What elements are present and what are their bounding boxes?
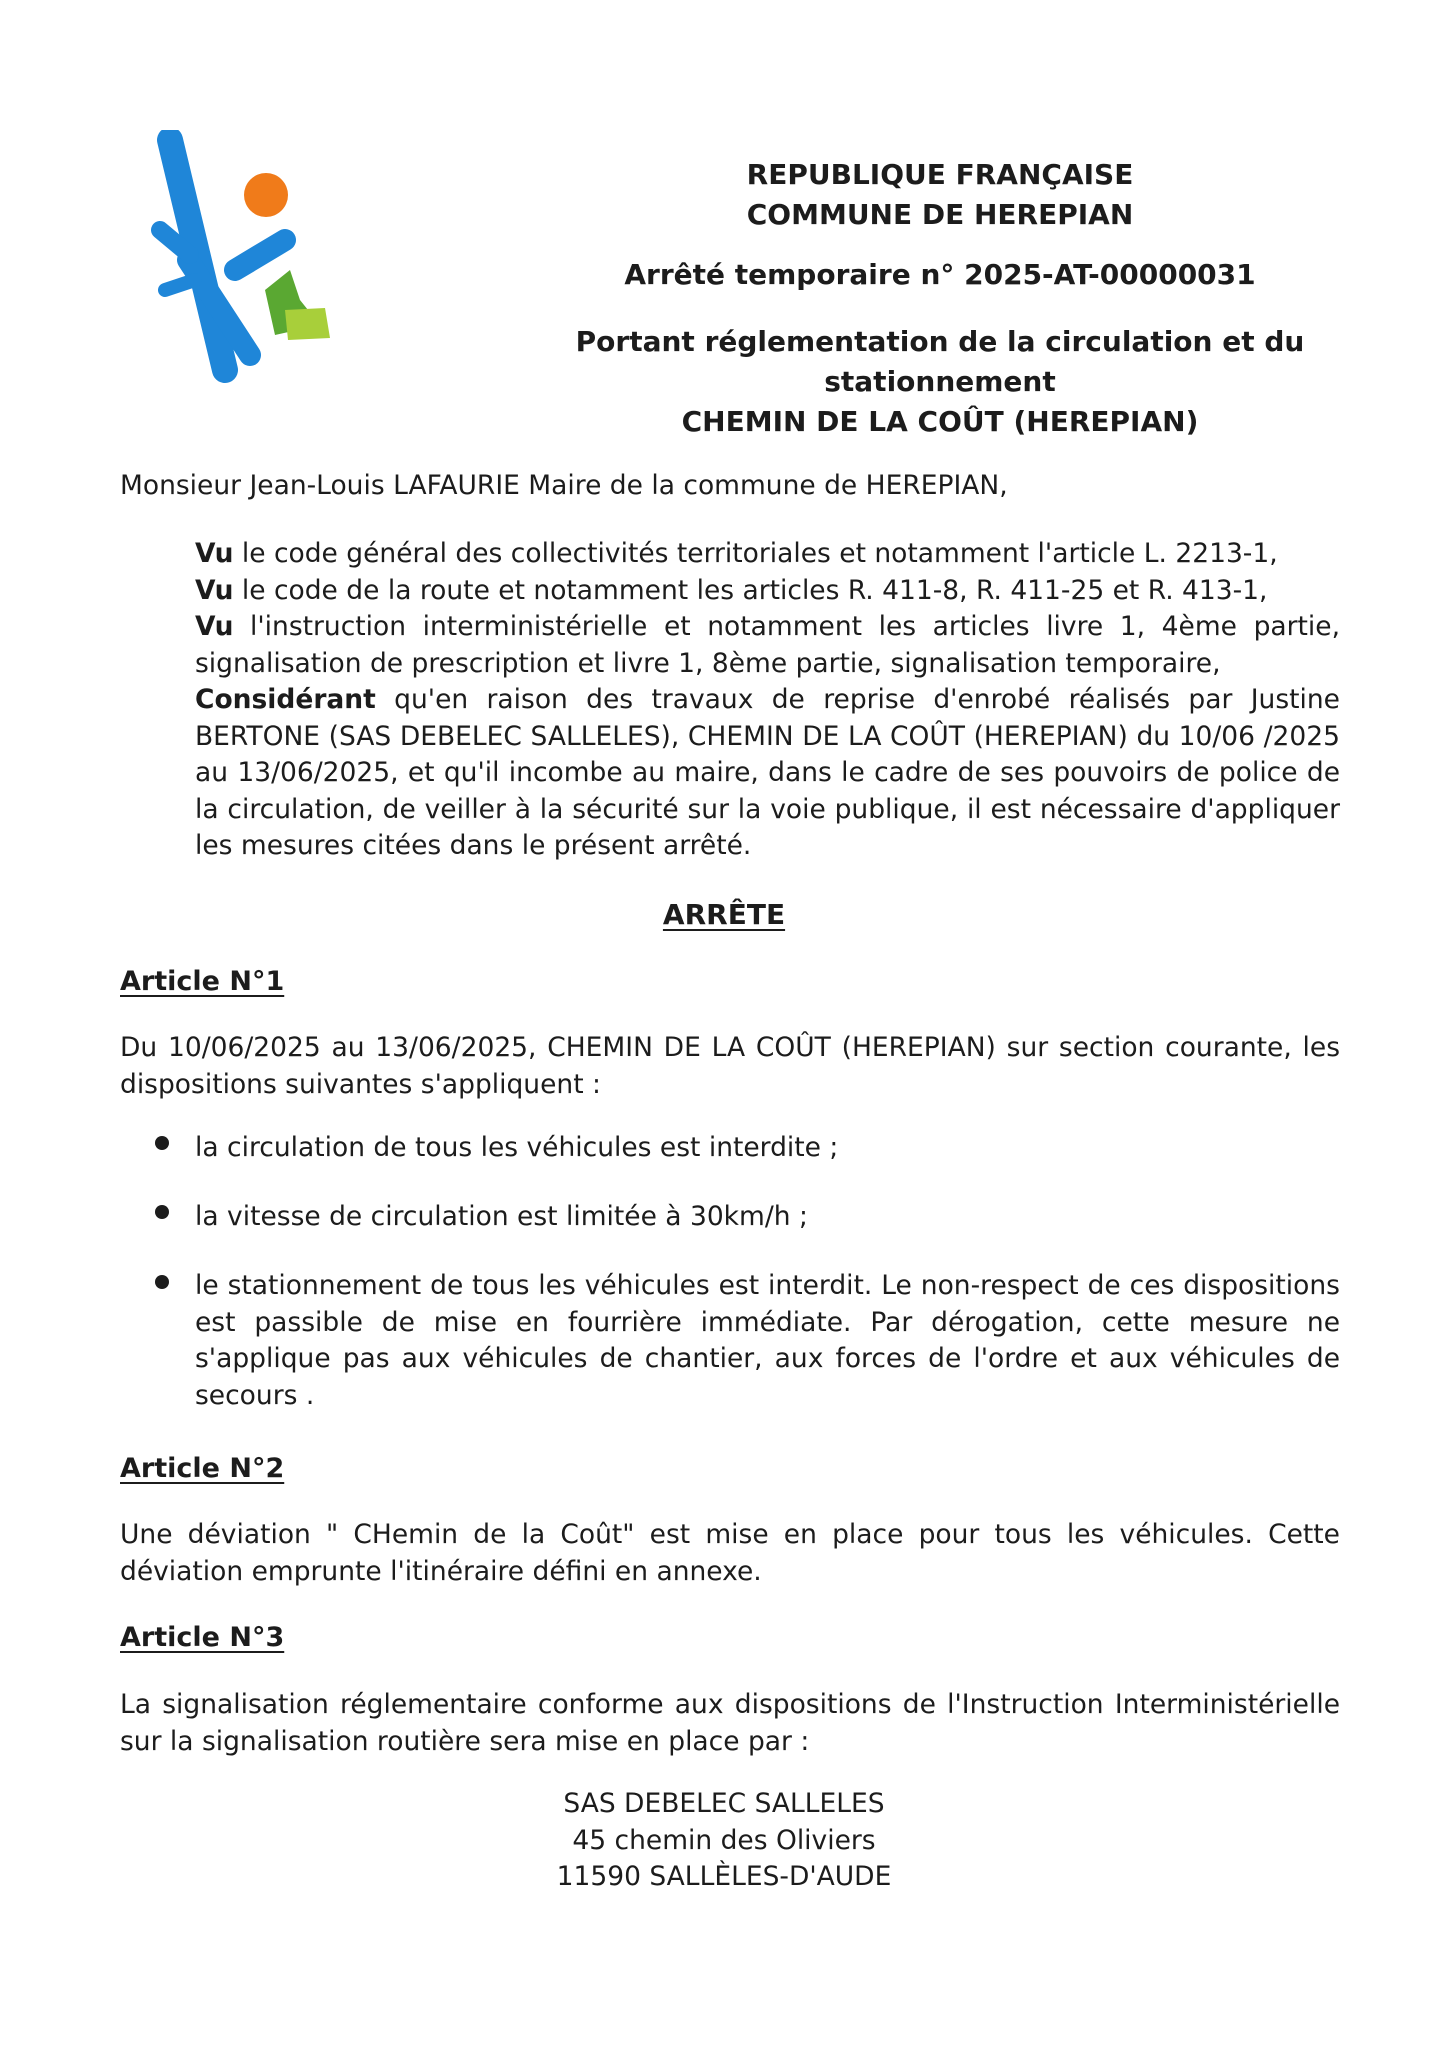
- contractor-address: [0, 1786, 1448, 1896]
- visas-block: [195, 536, 1340, 865]
- bullet-dot: [155, 1205, 169, 1219]
- header-republic: [540, 155, 1340, 235]
- arrete-number: Arrêté temporaire n° 2025-AT-00000031: [624, 258, 1256, 291]
- article-1-bullet: la vitesse de circulation est limitée à 30km/h ;: [195, 1201, 808, 1232]
- article-3-text: La signalisation réglementaire conforme aux dispositions de l'Instruction Interministérielle sur la signalisation routière sera mise en place par :: [120, 1689, 1340, 1757]
- bullet-dot: [155, 1275, 169, 1289]
- article-1-bullet: la circulation de tous les véhicules est interdite ;: [195, 1132, 839, 1163]
- article-1-text: Du 10/06/2025 au 13/06/2025, CHEMIN DE LA COÛT (HEREPIAN) sur section courante, les dispositions suivantes s'appliquent :: [120, 1032, 1340, 1100]
- subject-line-2: stationnement: [824, 365, 1056, 398]
- subject-line-1: Portant réglementation de la circulation et du: [575, 325, 1305, 358]
- article-3-title: Article N°3: [120, 1622, 285, 1653]
- mayor-intro: Monsieur Jean-Louis LAFAURIE Maire de la commune de HEREPIAN,: [120, 470, 1008, 501]
- address-street: 45 chemin des Oliviers: [572, 1824, 876, 1856]
- article-1-title: Article N°1: [120, 966, 285, 997]
- visa-item: Vu le code général des collectivités territoriales et notamment l'article L. 2213-1,: [195, 538, 1278, 569]
- article-1-bullet: le stationnement de tous les véhicules est interdit. Le non-respect de ces dispositions est passible de mise en fourrière immédiate. Par dérogation, cette mesure ne s'applique pas aux véhicules de chantier, aux forces de l'ordre et aux véhicules de secours .: [195, 1270, 1340, 1411]
- visa-item: Vu l'instruction interministérielle et notamment les articles livre 1, 4ème partie, signalisation de prescription et livre 1, 8ème partie, signalisation temporaire,: [195, 611, 1340, 679]
- arrete-subject: [540, 322, 1340, 442]
- address-company: SAS DEBELEC SALLELES: [563, 1788, 885, 1819]
- visa-item: Vu le code de la route et notamment les articles R. 411-8, R. 411-25 et R. 413-1,: [195, 574, 1268, 606]
- article-2-title: Article N°2: [120, 1453, 285, 1484]
- commune-line: COMMUNE DE HEREPIAN: [746, 198, 1134, 231]
- address-city: 11590 SALLÈLES-D'AUDE: [556, 1861, 892, 1892]
- republic-line: REPUBLIQUE FRANÇAISE: [746, 158, 1134, 191]
- arrete-heading: ARRÊTE: [662, 898, 786, 931]
- article-2-text: Une déviation " CHemin de la Coût" est mise en place pour tous les véhicules. Cette déviation emprunte l'itinéraire défini en annexe.: [120, 1519, 1340, 1587]
- considerant-item: Considérant qu'en raison des travaux de reprise d'enrobé réalisés par Justine BERTONE (SAS DEBELEC SALLELES), CHEMIN DE LA COÛT (HEREPIAN) du 10/06 /2025 au 13/06/2025, et qu'il incombe au maire, dans le cadre de ses pouvoirs de police de la circulation, de veiller à la sécurité sur la voie publique, il est nécessaire d'appliquer les mesures citées dans le présent arrêté.: [195, 684, 1340, 861]
- bullet-dot: [155, 1136, 169, 1150]
- subject-line-3: CHEMIN DE LA COÛT (HEREPIAN): [681, 405, 1199, 438]
- commune-logo: [150, 130, 340, 410]
